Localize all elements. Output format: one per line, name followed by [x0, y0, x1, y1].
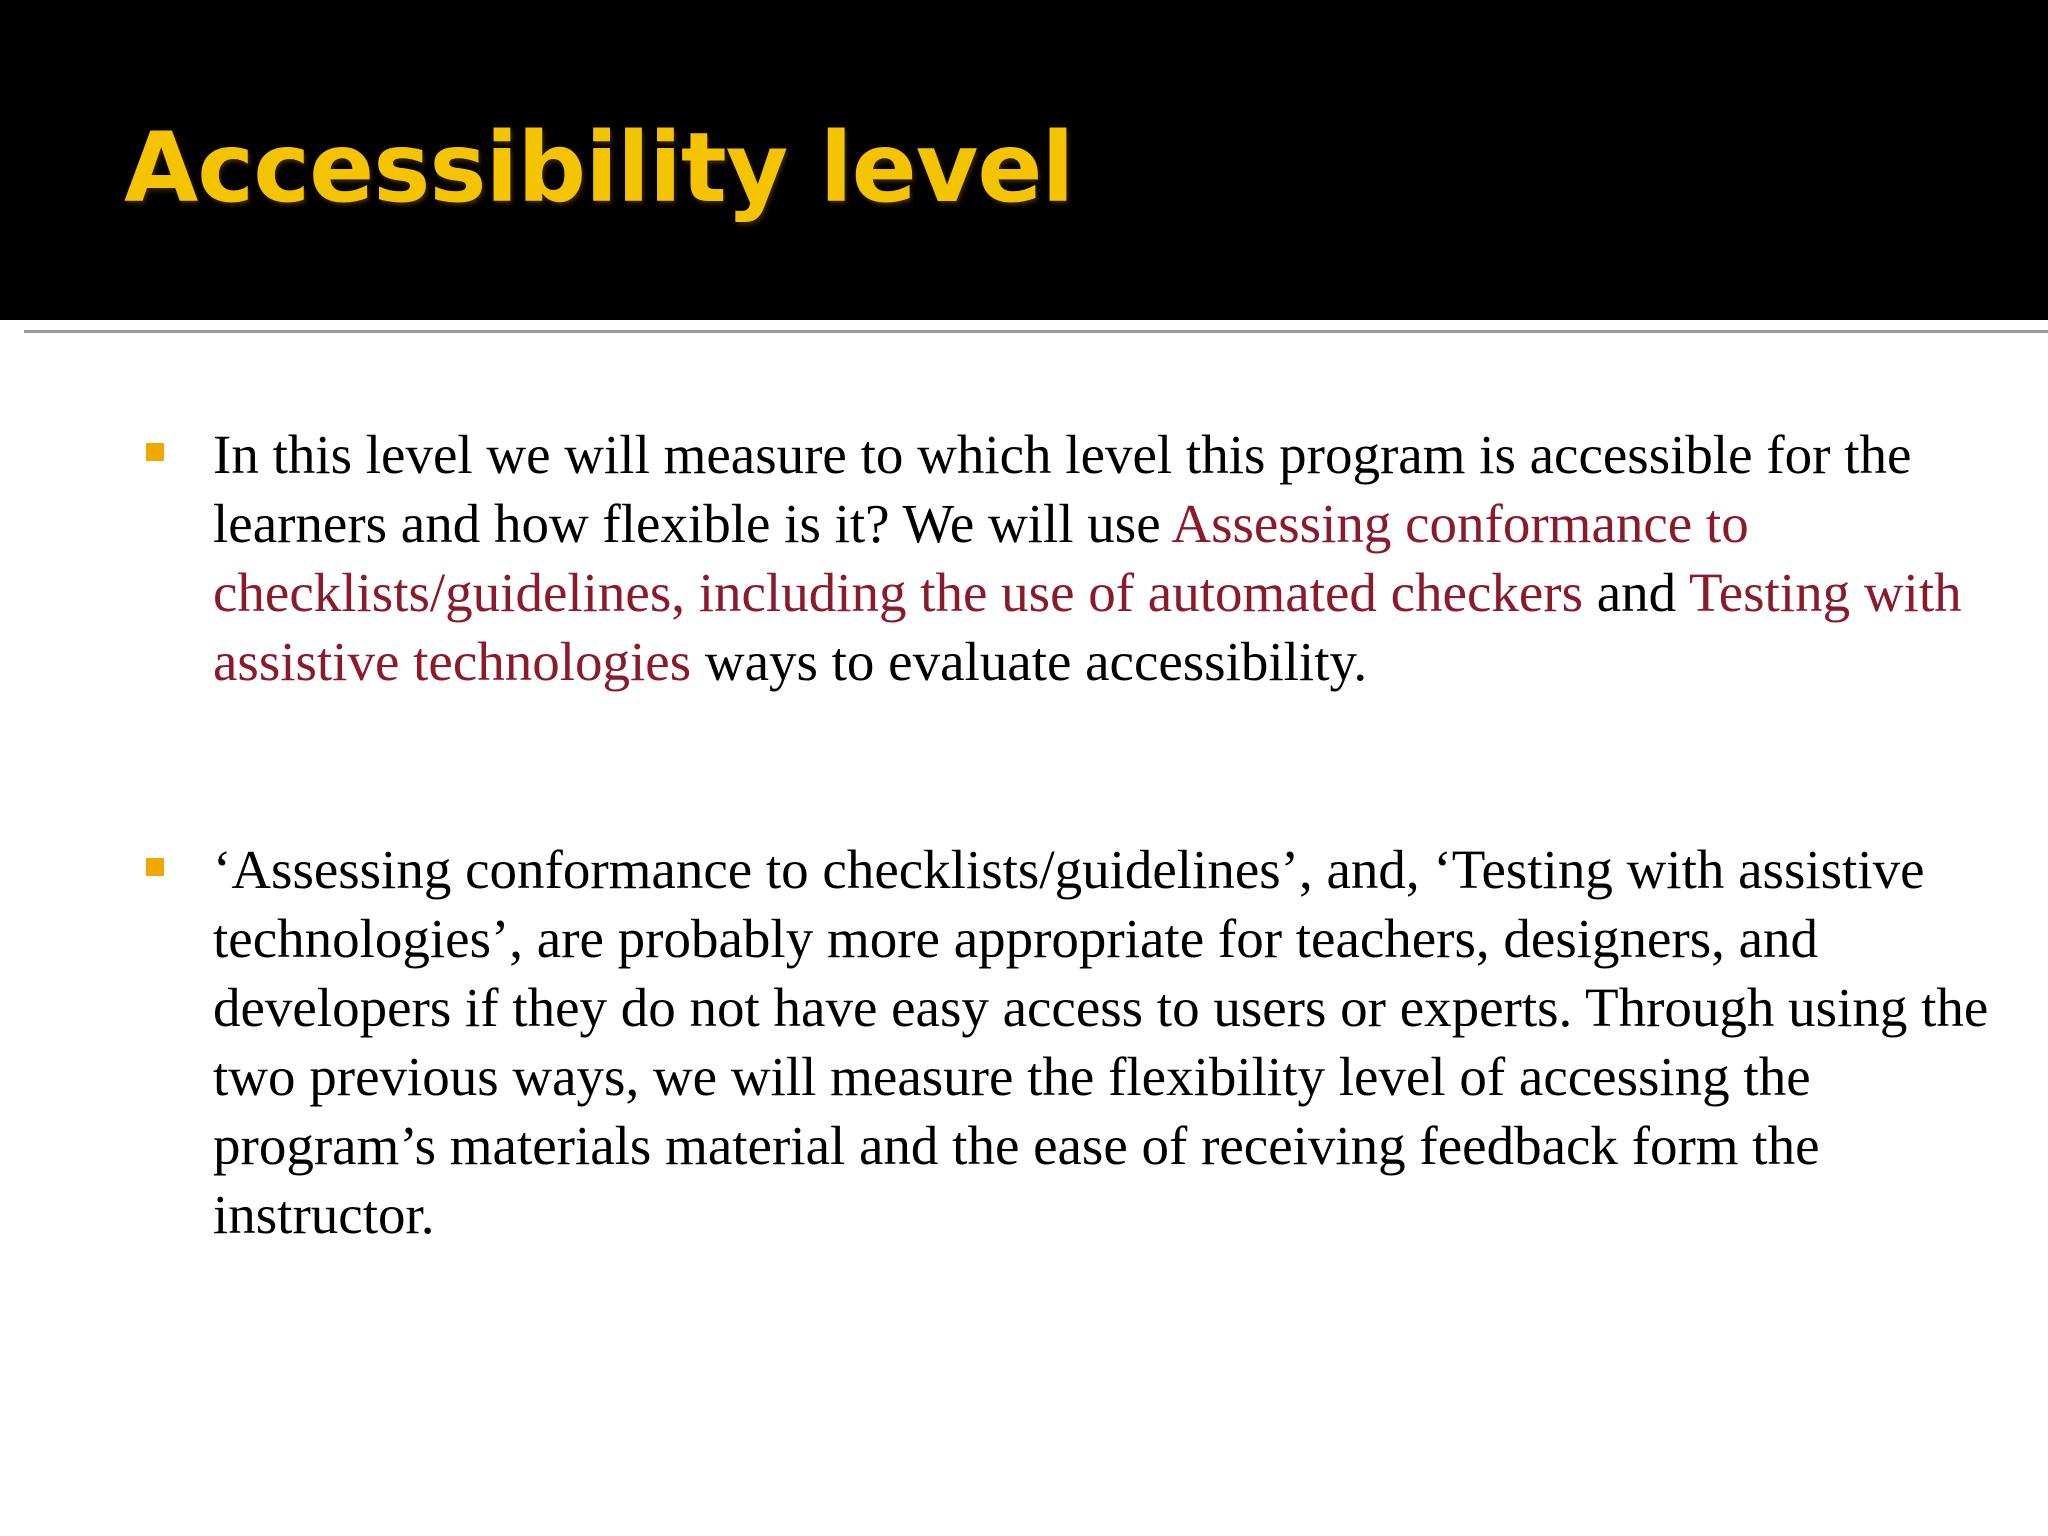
emphasis-phrase-assistive-tech: Testing with assistive technologies — [213, 562, 1962, 692]
bullet-text: ‘Assessing conformance to checklists/guidelines’, and, ‘Testing with assistive technologies’, are probably more appropriate for teachers, designers, and developers if they do not have easy access to users or experts. Through using the two previous ways, we will measure the flexibility level of accessing the program’s materials material and the ease of receiving feedback form the instructor. — [213, 839, 1989, 1245]
bullet-text — [213, 420, 2003, 696]
title-divider — [24, 330, 2048, 333]
square-bullet-icon — [146, 858, 164, 876]
square-bullet-icon — [146, 443, 164, 461]
bullet-text-segment: ways to evaluate accessibility. — [691, 631, 1368, 692]
bullet-text-segment: In this level we will measure to which level this program is accessible for the learners and how flexible is it? We will use — [213, 424, 1912, 554]
bullet-text-segment: and — [1583, 562, 1689, 623]
slide-title: Accessibility level — [124, 112, 1074, 224]
title-bar — [0, 0, 2048, 320]
emphasis-phrase-checklists: Assessing conformance to checklists/guidelines, including the use of automated checkers — [213, 493, 1749, 623]
